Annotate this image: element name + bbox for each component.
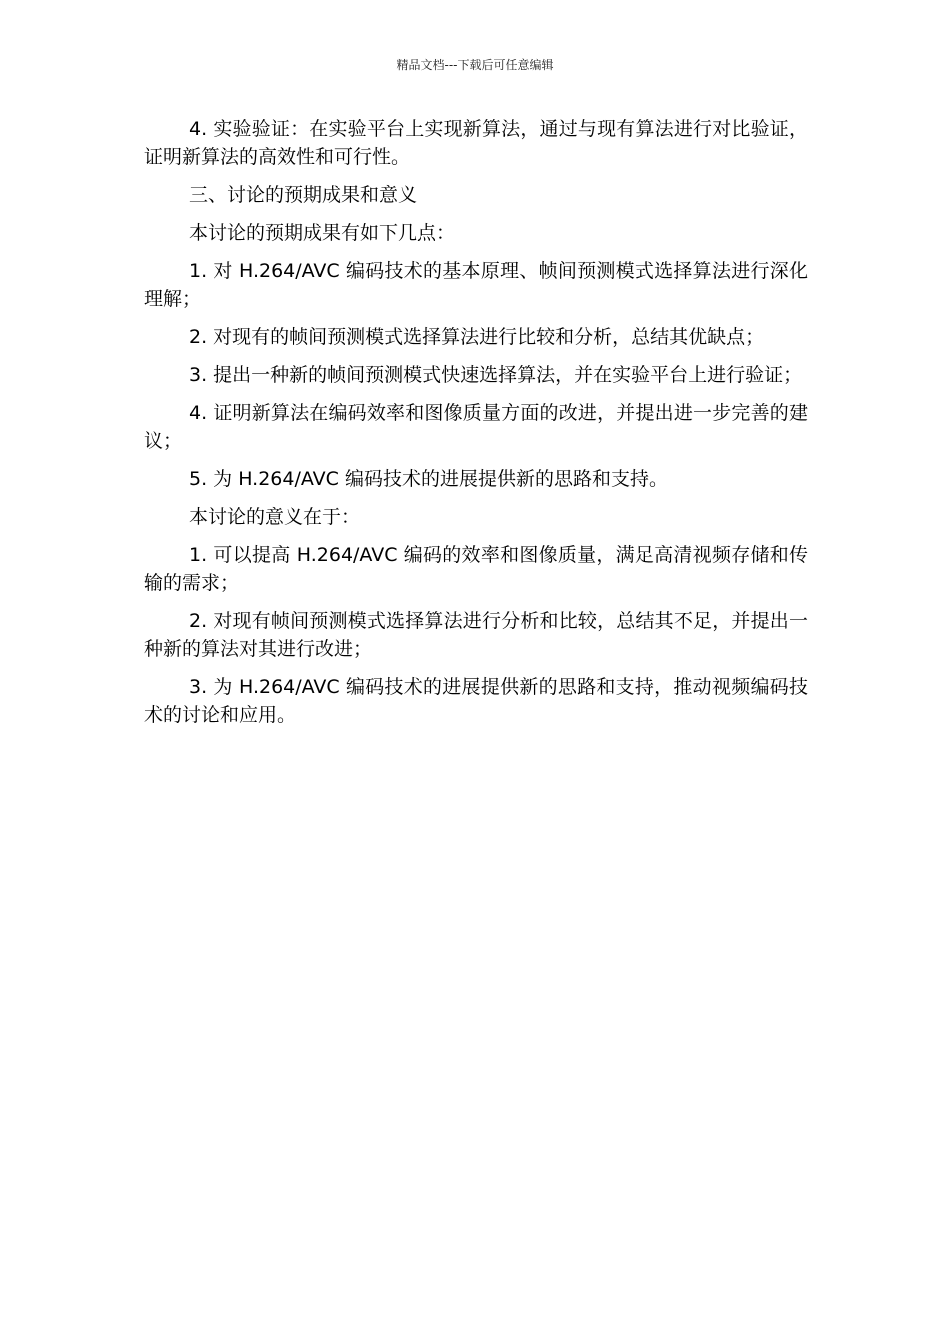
list-item-result-4: 4. 证明新算法在编码效率和图像质量方面的改进，并提出进一步完善的建议； bbox=[144, 402, 808, 452]
document-body bbox=[144, 115, 808, 739]
paragraph-significance-intro: 本讨论的意义在于： bbox=[189, 506, 361, 528]
list-item-result-3: 3. 提出一种新的帧间预测模式快速选择算法，并在实验平台上进行验证； bbox=[189, 364, 803, 386]
paragraph-results-intro: 本讨论的预期成果有如下几点： bbox=[189, 222, 456, 244]
list-item-significance-2: 2. 对现有帧间预测模式选择算法进行分析和比较，总结其不足，并提出一种新的算法对其进行改进； bbox=[144, 610, 808, 660]
list-item-result-2: 2. 对现有的帧间预测模式选择算法进行比较和分析，总结其优缺点； bbox=[189, 326, 765, 348]
section-heading-expected-results: 三、讨论的预期成果和意义 bbox=[189, 184, 418, 206]
list-item-significance-3: 3. 为 H.264/AVC 编码技术的进展提供新的思路和支持，推动视频编码技术的讨论和应用。 bbox=[144, 676, 808, 726]
list-item-result-1: 1. 对 H.264/AVC 编码技术的基本原理、帧间预测模式选择算法进行深化理解； bbox=[144, 260, 808, 310]
list-item-significance-1: 1. 可以提高 H.264/AVC 编码的效率和图像质量，满足高清视频存储和传输的需求； bbox=[144, 544, 808, 594]
paragraph-experiment-verification: 4. 实验验证：在实验平台上实现新算法，通过与现有算法进行对比验证，证明新算法的高效性和可行性。 bbox=[144, 118, 808, 168]
list-item-result-5: 5. 为 H.264/AVC 编码技术的进展提供新的思路和支持。 bbox=[189, 468, 668, 490]
page-header: 精品文档---下载后可任意编辑 bbox=[396, 58, 554, 72]
